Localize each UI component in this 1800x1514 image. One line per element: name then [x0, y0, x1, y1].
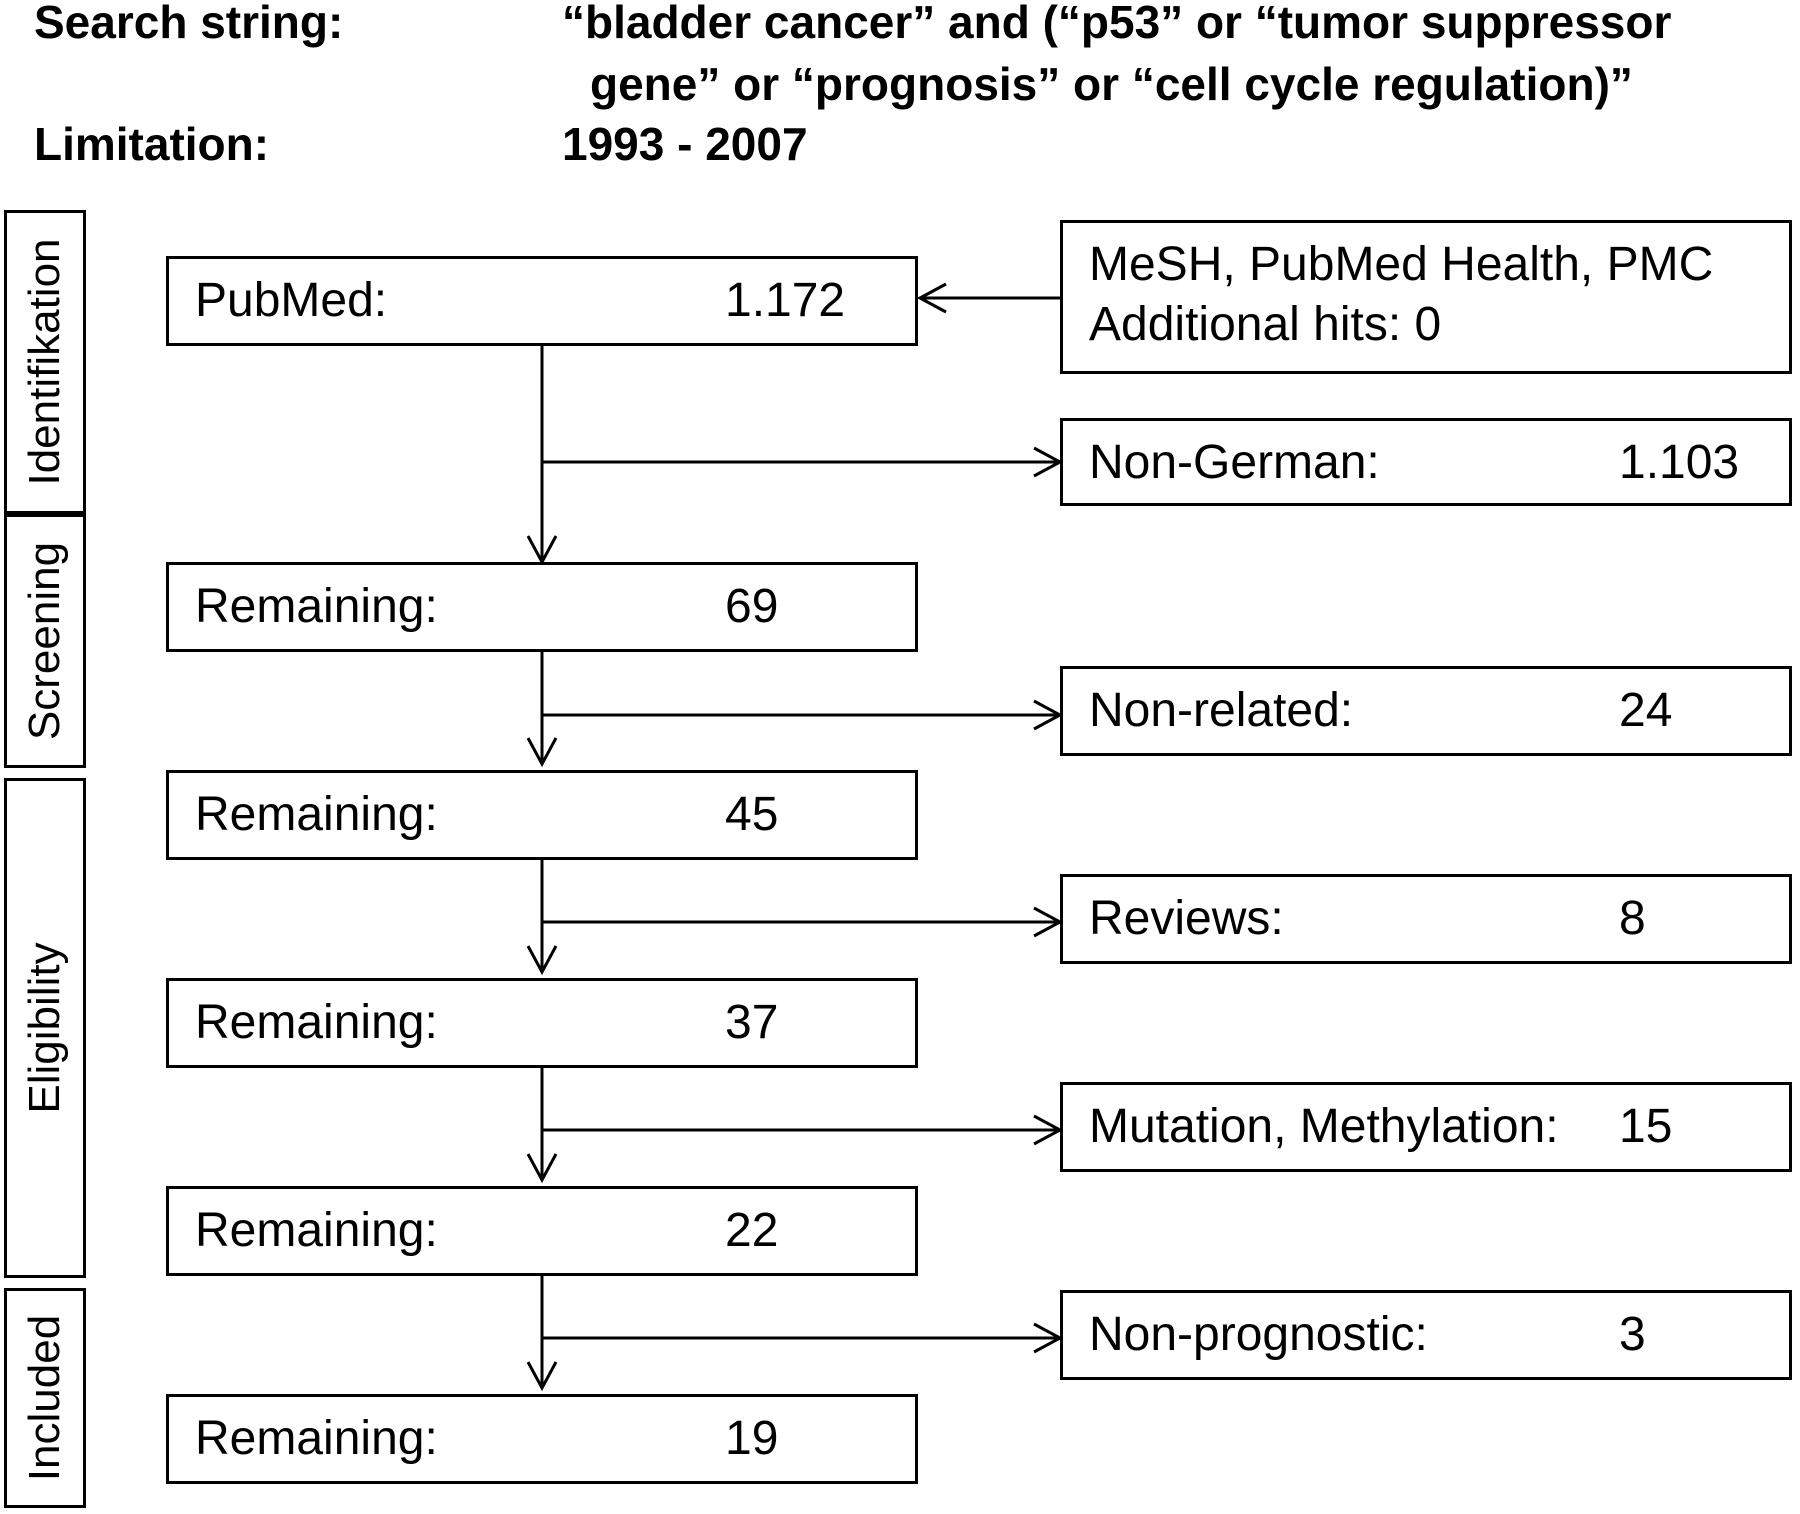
remaining-count: 22 [725, 1204, 779, 1257]
remaining-box-1 [166, 562, 918, 652]
remaining-box-2 [166, 770, 918, 860]
remaining-label: Remaining: [195, 1412, 438, 1465]
search-string-line-1: “bladder cancer” and (“p53” or “tumor suppressor [562, 0, 1672, 48]
search-string-label: Search string: [34, 0, 344, 48]
phase-screening-label: Screening [20, 541, 69, 741]
exclusion-box-non-related [1060, 666, 1792, 756]
exclusion-label: Non-related: [1089, 684, 1354, 737]
exclusion-box-reviews [1060, 874, 1792, 964]
exclusion-label: Non-German: [1089, 436, 1380, 489]
exclusion-label: Non-prognostic: [1089, 1308, 1428, 1361]
remaining-count: 45 [725, 788, 779, 841]
remaining-label: Remaining: [195, 580, 438, 633]
pubmed-box [166, 256, 918, 346]
exclusion-box-mutation-methylation [1060, 1082, 1792, 1172]
limitation-label: Limitation: [34, 118, 270, 170]
exclusion-box-non-german [1060, 418, 1792, 506]
pubmed-count: 1.172 [725, 274, 846, 327]
remaining-label: Remaining: [195, 1204, 438, 1257]
remaining-count: 37 [725, 996, 779, 1049]
remaining-label: Remaining: [195, 996, 438, 1049]
additional-source-box [1060, 220, 1792, 374]
exclusion-label: Mutation, Methylation: [1089, 1100, 1559, 1153]
additional-source-line-1: MeSH, PubMed Health, PMC [1089, 238, 1714, 291]
remaining-count: 69 [725, 580, 779, 633]
limitation-value: 1993 - 2007 [562, 118, 808, 170]
exclusion-count: 8 [1619, 892, 1646, 945]
additional-source-line-2: Additional hits: 0 [1089, 298, 1442, 351]
phase-eligibility-label: Eligibility [20, 942, 69, 1114]
remaining-label: Remaining: [195, 788, 438, 841]
remaining-box-4 [166, 1186, 918, 1276]
remaining-box-final [166, 1394, 918, 1484]
phase-identification-label: Identifikation [20, 238, 69, 486]
pubmed-label: PubMed: [195, 274, 388, 327]
exclusion-count: 1.103 [1619, 436, 1740, 489]
exclusion-box-non-prognostic [1060, 1290, 1792, 1380]
exclusion-label: Reviews: [1089, 892, 1284, 945]
phase-included-label: Included [20, 1314, 69, 1482]
search-string-line-2: gene” or “prognosis” or “cell cycle regulation)” [590, 58, 1633, 110]
exclusion-count: 24 [1619, 684, 1673, 737]
exclusion-count: 15 [1619, 1100, 1673, 1153]
remaining-box-3 [166, 978, 918, 1068]
remaining-count: 19 [725, 1412, 779, 1465]
exclusion-count: 3 [1619, 1308, 1646, 1361]
